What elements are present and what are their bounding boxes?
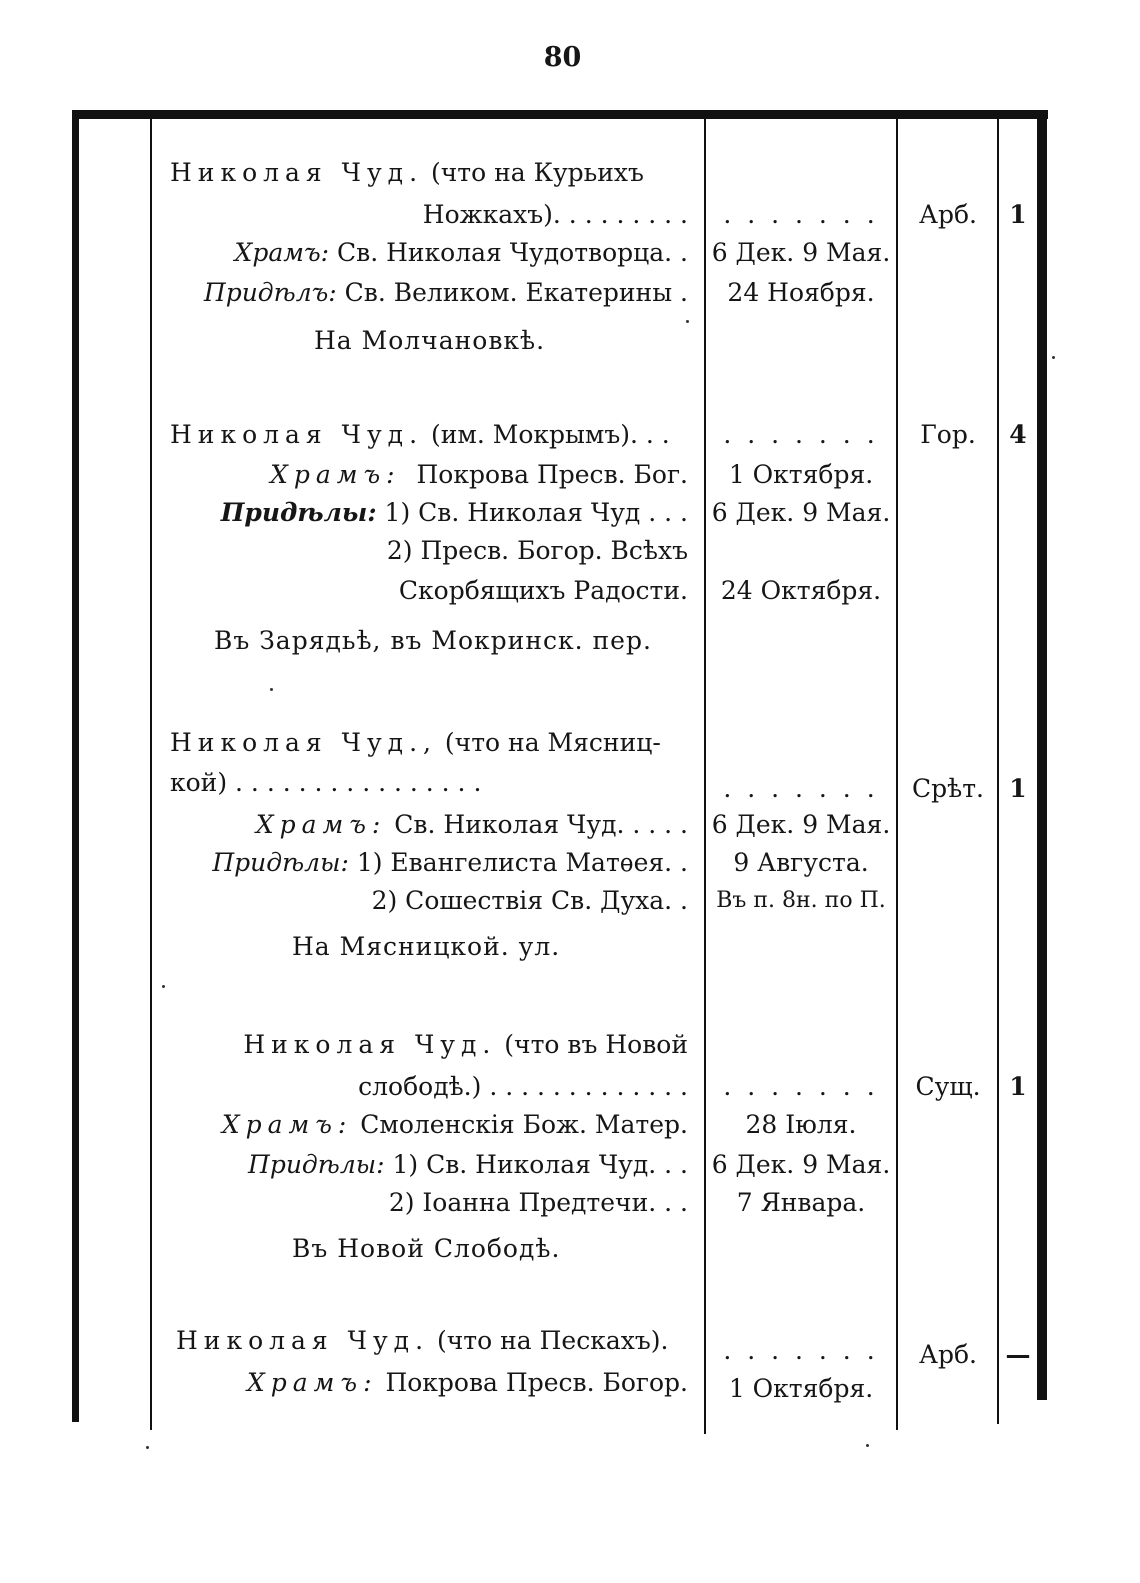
- entry-number: —: [1005, 1340, 1031, 1369]
- entry-number: 1: [1009, 200, 1027, 229]
- temple-label: Храмъ:: [221, 1110, 353, 1139]
- entry-number: 1: [1009, 774, 1027, 803]
- feast-dots: . . . . . . .: [723, 1336, 879, 1365]
- chapel-line: [248, 1150, 688, 1180]
- church-name: Николая Чуд.: [176, 1326, 430, 1355]
- temple-label: Храмъ:: [255, 810, 387, 839]
- church-name-continuation: кой) . . . . . . . . . . . . . . . .: [170, 768, 482, 797]
- temple-feast-date: 6 Дек. 9 Мая.: [711, 238, 891, 267]
- temple-text: Св. Николая Чудотворца. .: [329, 238, 688, 267]
- district: Сущ.: [915, 1072, 981, 1101]
- chapel-line: 2) Іоанна Предтечи. . .: [388, 1188, 688, 1217]
- chapels-label: Придѣлы:: [248, 1150, 385, 1179]
- feast-dots: . . . . . . .: [723, 1072, 879, 1101]
- temple-text: Смоленскія Бож. Матер.: [352, 1110, 688, 1139]
- temple-line: [222, 1110, 688, 1140]
- print-speck: [866, 1444, 869, 1447]
- church-name-line: [170, 158, 644, 188]
- church-address: На Мясницкой. ул.: [292, 932, 561, 961]
- temple-text: Св. Николая Чуд. . . . .: [386, 810, 688, 839]
- chapels-label: Придѣлы:: [220, 498, 377, 527]
- church-address: Въ Зарядьѣ, въ Мокринск. пер.: [214, 626, 652, 655]
- church-name-rest: (что въ Новой: [496, 1030, 688, 1059]
- temple-line: [247, 1368, 688, 1398]
- chapel-feast-date: 7 Январа.: [736, 1188, 866, 1217]
- page-number: 80: [543, 42, 582, 73]
- church-name-continuation: слободѣ.) . . . . . . . . . . . . .: [358, 1072, 688, 1101]
- entry-number: 1: [1009, 1072, 1027, 1101]
- district: Гор.: [920, 420, 976, 449]
- print-speck: [146, 1446, 149, 1449]
- feast-dots: . . . . . . .: [723, 774, 879, 803]
- temple-line: [235, 238, 688, 268]
- chapel-line-continuation: Скорбящихъ Радости.: [398, 576, 688, 605]
- church-name-line: [176, 1326, 668, 1356]
- church-name-rest: (им. Мокрымъ). . .: [423, 420, 670, 449]
- temple-label: Храмъ:: [246, 1368, 378, 1397]
- church-name-line: [170, 728, 661, 758]
- print-speck: [686, 320, 689, 323]
- column-divider-district: [896, 112, 898, 1430]
- temple-feast-date: 6 Дек. 9 Мая.: [711, 810, 891, 839]
- feast-dots: . . . . . . .: [723, 200, 879, 229]
- church-name: Николая Чуд.,: [170, 728, 437, 757]
- church-name-line: [243, 1030, 688, 1060]
- chapel-line: [212, 848, 688, 878]
- temple-feast-date: 1 Октября.: [728, 1374, 874, 1403]
- chapel-text: Св. Великом. Екатерины .: [336, 278, 688, 307]
- temple-text: Покрова Пресв. Бог.: [400, 460, 688, 489]
- top-rule: [72, 110, 1048, 119]
- chapel-feast-date: 6 Дек. 9 Мая.: [711, 1150, 891, 1179]
- temple-feast-date: 28 Іюля.: [745, 1110, 857, 1139]
- church-address: На Молчановкѣ.: [314, 326, 546, 355]
- church-name-line: [170, 420, 670, 450]
- inner-margin-rule: [150, 112, 152, 1430]
- chapel-feast-date: 24 Ноября.: [727, 278, 875, 307]
- temple-text: Покрова Пресв. Богор.: [377, 1368, 688, 1397]
- chapel-text: 1) Св. Николая Чуд. . .: [384, 1150, 688, 1179]
- church-name-rest: (что на Мясниц-: [436, 728, 661, 757]
- church-address: Въ Новой Слободѣ.: [292, 1234, 561, 1263]
- entry-number: 4: [1009, 420, 1027, 449]
- district: Арб.: [919, 1340, 977, 1369]
- chapel-feast-date: Въ п. 8н. по П.: [716, 888, 886, 913]
- chapel-line: 2) Сошествія Св. Духа. .: [371, 886, 688, 915]
- chapel-text: 1) Св. Николая Чуд . . .: [376, 498, 688, 527]
- temple-label: Храмъ:: [270, 460, 401, 489]
- chapel-line: 2) Пресв. Богор. Всѣхъ: [386, 536, 688, 565]
- print-speck: [1052, 356, 1055, 359]
- chapel-feast-date: 24 Октября.: [720, 576, 882, 605]
- church-name-continuation: Ножкахъ). . . . . . . . .: [422, 200, 688, 229]
- chapels-label: Придѣлы:: [212, 848, 349, 877]
- district: Арб.: [919, 200, 977, 229]
- left-border-rule: [72, 112, 79, 1422]
- chapel-line: [221, 498, 688, 528]
- print-speck: [270, 688, 273, 691]
- church-name: Николая Чуд.: [170, 420, 424, 449]
- temple-feast-date: 1 Октября.: [728, 460, 874, 489]
- district: Срѣт.: [912, 774, 984, 803]
- column-divider-feast: [704, 112, 706, 1434]
- chapels-label: Придѣлъ:: [203, 278, 337, 307]
- temple-line: [256, 810, 688, 840]
- feast-dots: . . . . . . .: [723, 420, 879, 449]
- temple-line: [270, 460, 688, 490]
- right-border-rule: [1037, 112, 1047, 1400]
- chapel-feast-date: 9 Августа.: [733, 848, 869, 877]
- print-speck: [162, 985, 165, 988]
- chapel-feast-date: 6 Дек. 9 Мая.: [711, 498, 891, 527]
- temple-label: Храмъ:: [234, 238, 330, 267]
- column-divider-number: [997, 112, 999, 1424]
- chapel-text: 1) Евангелиста Матѳея. .: [348, 848, 688, 877]
- church-name-rest: (что на Курьихъ: [423, 158, 644, 187]
- chapel-line: [204, 278, 688, 308]
- church-name-rest: (что на Пескахъ).: [429, 1326, 669, 1355]
- church-name: Николая Чуд.: [243, 1030, 497, 1059]
- church-name: Николая Чуд.: [170, 158, 424, 187]
